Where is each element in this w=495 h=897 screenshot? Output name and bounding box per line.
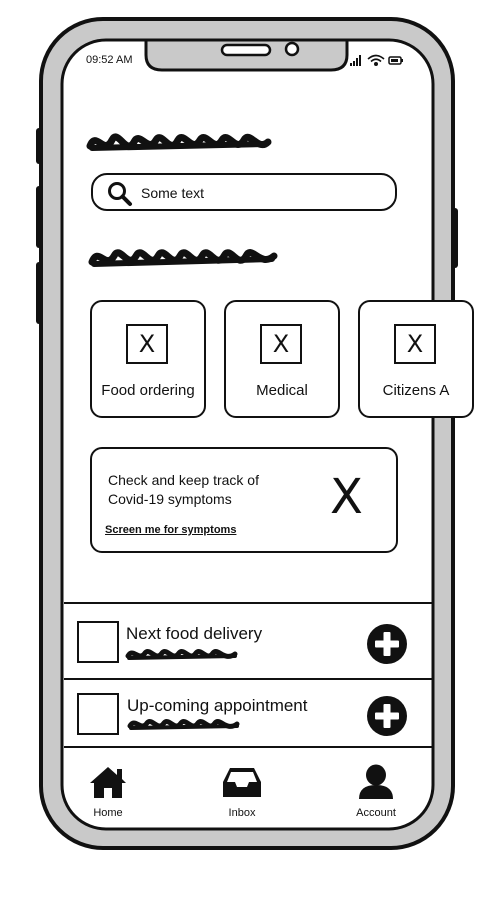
- row-thumbnail: [77, 693, 119, 735]
- scribble-heading-2: [88, 240, 283, 274]
- placeholder-icon: X: [126, 324, 168, 364]
- search-bar[interactable]: [91, 173, 397, 211]
- nav-account[interactable]: [336, 764, 416, 819]
- category-label: Medical: [256, 382, 308, 399]
- scribble-subtitle: [127, 714, 243, 734]
- covid-symptoms-card[interactable]: [90, 447, 398, 553]
- wifi-icon: [368, 56, 384, 66]
- account-icon: [354, 764, 398, 800]
- nav-label: Home: [93, 807, 123, 819]
- divider: [64, 746, 432, 748]
- divider: [64, 602, 432, 604]
- placeholder-icon: X: [394, 324, 436, 364]
- status-icons: [348, 52, 408, 68]
- category-card-food-ordering[interactable]: [90, 300, 206, 418]
- signal-icon: [350, 55, 361, 66]
- nav-home[interactable]: [68, 764, 148, 819]
- category-card-medical[interactable]: [224, 300, 340, 418]
- category-label: Citizens A: [382, 382, 450, 399]
- category-card-citizens[interactable]: [358, 300, 474, 418]
- category-carousel[interactable]: [64, 298, 450, 424]
- search-text[interactable]: Some text: [141, 185, 205, 201]
- row-title-next-food-delivery: Next food delivery: [126, 624, 263, 643]
- placeholder-icon: X: [330, 469, 363, 525]
- placeholder-icon: X: [260, 324, 302, 364]
- status-time: 09:52 AM: [86, 54, 133, 66]
- scribble-subtitle: [125, 644, 241, 664]
- nav-inbox[interactable]: [202, 764, 282, 819]
- scribble-heading-1: [86, 126, 276, 160]
- row-thumbnail: [77, 621, 119, 663]
- plus-circle-icon[interactable]: [366, 623, 408, 665]
- screen-symptoms-link[interactable]: Screen me for symptoms: [105, 524, 237, 536]
- category-label: Food ordering: [101, 382, 195, 399]
- search-icon: [107, 181, 133, 207]
- plus-circle-icon[interactable]: [366, 695, 408, 737]
- divider: [64, 678, 432, 680]
- inbox-icon: [220, 764, 264, 800]
- home-icon: [86, 764, 130, 800]
- nav-label: Inbox: [228, 807, 256, 819]
- covid-description: Check and keep track of Covid-19 symptoms: [108, 472, 259, 507]
- row-title-upcoming-appointment: Up-coming appointment: [127, 696, 308, 715]
- battery-icon: [389, 57, 403, 64]
- nav-label: Account: [356, 807, 396, 819]
